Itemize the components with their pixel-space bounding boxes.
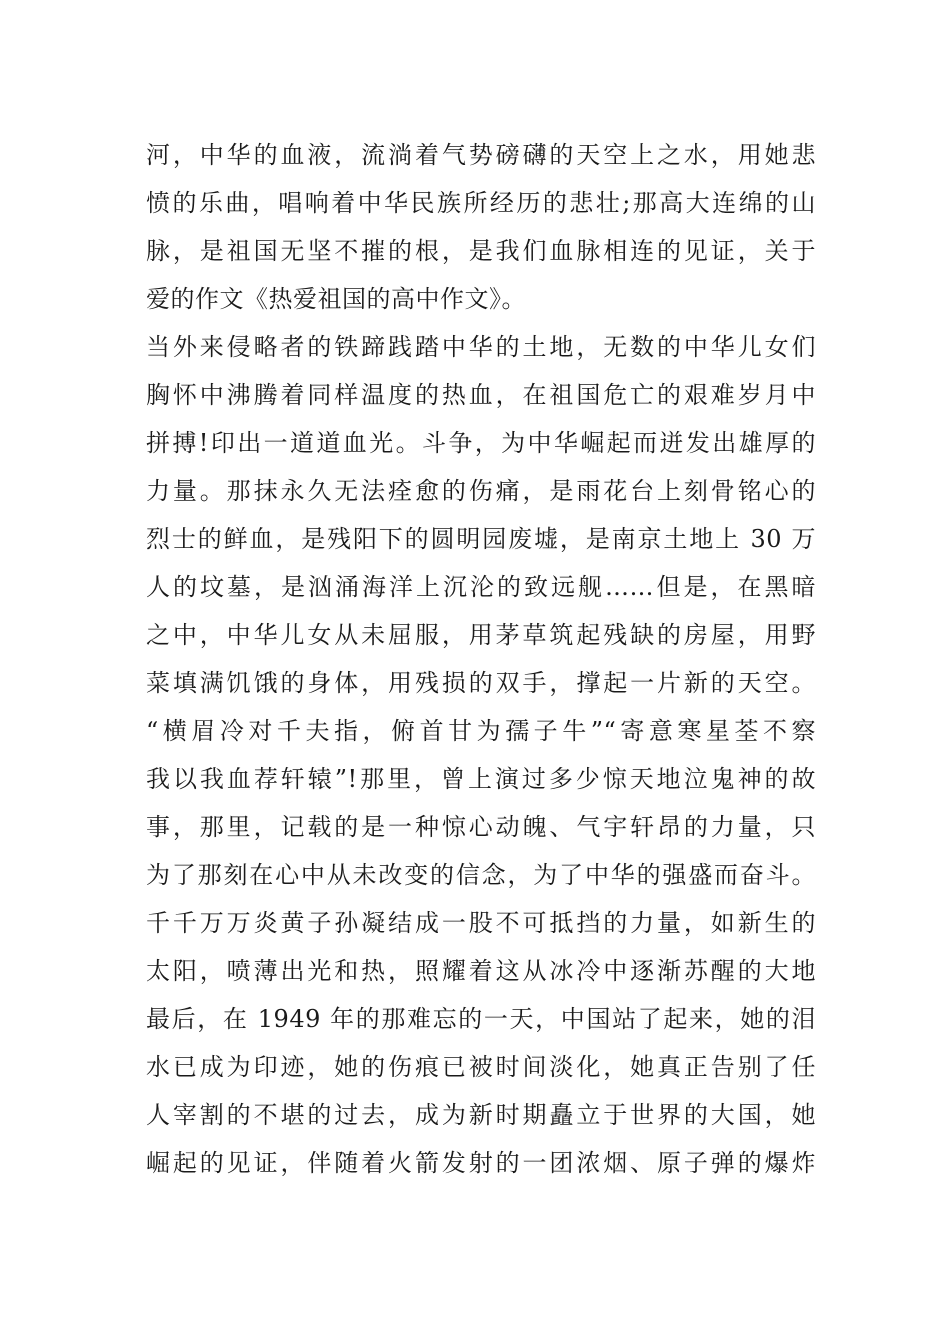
text-line: 胸怀中沸腾着同样温度的热血，在祖国危亡的艰难岁月中 [146,381,816,409]
text-line: 为了那刻在心中从未改变的信念，为了中华的强盛而奋斗。 [146,861,816,889]
text-line: 烈士的鲜血，是残阳下的圆明园废墟，是南京土地上 30 万 [146,525,816,553]
text-line: 当外来侵略者的铁蹄践踏中华的土地，无数的中华儿女们 [146,333,816,361]
text-line: 太阳，喷薄出光和热，照耀着这从冰冷中逐渐苏醒的大地 [146,957,816,985]
essay-body [146,131,816,1187]
text-line: 愤的乐曲，唱响着中华民族所经历的悲壮;那高大连绵的山 [146,189,816,217]
text-line: 拼搏!印出一道道血光。斗争，为中华崛起而迸发出雄厚的 [146,429,816,457]
text-line: 千千万万炎黄子孙凝结成一股不可抵挡的力量，如新生的 [146,909,816,937]
text-line: 水已成为印迹，她的伤痕已被时间淡化，她真正告别了任 [146,1053,816,1081]
text-line: 人宰割的不堪的过去，成为新时期矗立于世界的大国，她 [146,1101,816,1129]
text-line: “横眉冷对千夫指，俯首甘为孺子牛”“寄意寒星荃不察 [146,717,816,745]
text-line: 我以我血荐轩辕”!那里，曾上演过多少惊天地泣鬼神的故 [146,765,816,793]
text-line: 爱的作文《热爱祖国的高中作文》。 [146,285,526,313]
text-line: 河，中华的血液，流淌着气势磅礴的天空上之水，用她悲 [146,141,816,169]
text-line: 力量。那抹永久无法痊愈的伤痛，是雨花台上刻骨铭心的 [146,477,816,505]
text-line: 人的坟墓，是汹涌海洋上沉沦的致远舰……但是，在黑暗 [146,573,816,601]
text-line: 之中，中华儿女从未屈服，用茅草筑起残缺的房屋，用野 [146,621,816,649]
text-line: 事，那里，记载的是一种惊心动魄、气宇轩昂的力量，只 [146,813,816,841]
text-line: 崛起的见证，伴随着火箭发射的一团浓烟、原子弹的爆炸 [146,1149,816,1177]
text-line: 最后，在 1949 年的那难忘的一天，中国站了起来，她的泪 [146,1005,816,1033]
text-line: 脉，是祖国无坚不摧的根，是我们血脉相连的见证，关于 [146,237,816,265]
text-line: 菜填满饥饿的身体，用残损的双手，撑起一片新的天空。 [146,669,816,697]
